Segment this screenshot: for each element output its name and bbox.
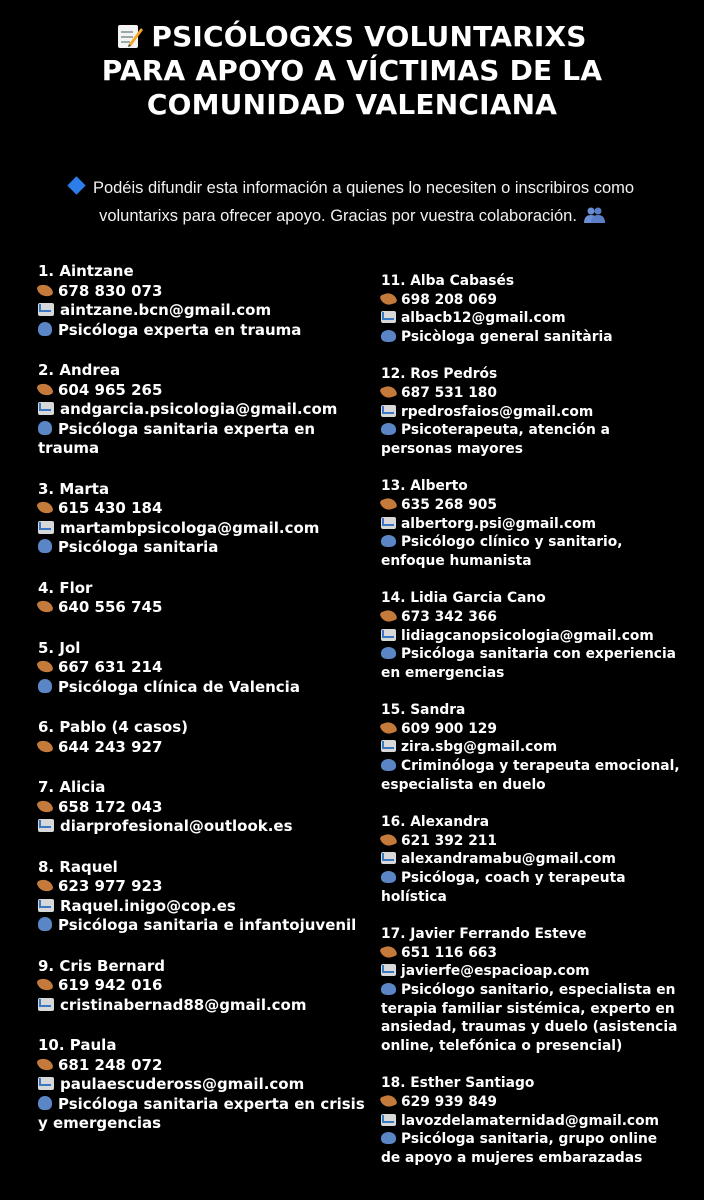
contact-description — [38, 538, 368, 558]
contact-email[interactable] — [381, 1112, 681, 1131]
email-address: cristinabernad88@gmail.com — [60, 995, 307, 1014]
contact-name: 12. Ros Pedrós — [381, 366, 498, 383]
phone-number: 678 830 073 — [58, 281, 163, 300]
email-address: javierfe@espacioap.com — [401, 963, 590, 980]
phone-icon — [36, 737, 54, 754]
description-text: Psicólogo sanitario, especialista en terapia familiar sistémica, experto en ansiedad, traumas y duelo (asistencia online, telefónica o presencial) — [381, 982, 678, 1054]
email-address: lavozdelamaternidad@gmail.com — [401, 1112, 659, 1129]
description-text: Psicoterapeuta, atención a personas mayores — [381, 422, 610, 457]
email-icon — [38, 521, 54, 534]
title-line-1: PSICÓLOGXS VOLUNTARIXS — [0, 20, 704, 54]
phone-icon — [36, 281, 54, 298]
description-text: Psicóloga sanitaria con experiencia en emergencias — [381, 646, 676, 681]
contact-email[interactable] — [381, 515, 681, 534]
email-icon — [381, 1114, 396, 1126]
email-address: albacb12@gmail.com — [401, 310, 566, 327]
email-icon — [381, 740, 396, 752]
blue-diamond-icon — [67, 176, 85, 194]
description-text: Criminóloga y terapeuta emocional, especialista en duelo — [381, 758, 680, 793]
phone-icon — [36, 1055, 54, 1072]
phone-icon — [36, 499, 54, 516]
contact-entry — [381, 589, 681, 682]
description-text: Psicóloga clínica de Valencia — [58, 677, 300, 696]
phone-icon — [36, 598, 54, 615]
phone-number: 619 942 016 — [58, 976, 163, 994]
contact-name: 18. Esther Santiago — [381, 1075, 535, 1092]
phone-icon — [36, 797, 54, 814]
speaking-head-icon — [38, 917, 52, 931]
contact-email[interactable] — [381, 403, 681, 422]
contact-email[interactable] — [38, 1075, 368, 1095]
phone-number: 667 631 214 — [58, 658, 163, 676]
contact-email[interactable] — [381, 962, 681, 981]
contact-phone[interactable] — [381, 832, 681, 851]
contact-phone[interactable] — [381, 1093, 681, 1112]
contact-entry — [38, 858, 368, 936]
contact-description — [381, 1130, 681, 1167]
contact-entry — [38, 957, 368, 1016]
contact-entry — [38, 480, 368, 558]
speaking-head-icon — [381, 535, 396, 547]
phone-number: 644 243 927 — [58, 737, 163, 756]
contact-entry — [38, 262, 368, 340]
phone-number: 681 248 072 — [58, 1055, 163, 1074]
email-icon — [381, 405, 396, 417]
description-text: Psicòloga general sanitària — [401, 328, 613, 345]
phone-icon — [36, 877, 54, 894]
phone-icon — [36, 658, 54, 675]
contact-phone[interactable] — [381, 291, 681, 310]
intro-text — [60, 174, 644, 230]
contact-entry — [381, 365, 681, 458]
email-address: diarprofesional@outlook.es — [60, 817, 293, 835]
phone-icon — [379, 496, 397, 512]
contact-entry — [38, 579, 368, 618]
contact-description — [381, 757, 681, 794]
phone-number: 635 268 905 — [401, 496, 498, 513]
contact-entry — [381, 925, 681, 1055]
phone-icon — [379, 720, 397, 736]
email-address: zira.sbg@gmail.com — [401, 739, 558, 756]
contact-entry — [38, 361, 368, 459]
contact-name: 10. Paula — [38, 1036, 117, 1054]
phone-icon — [379, 384, 397, 400]
contact-entry — [38, 718, 368, 757]
phone-icon — [379, 608, 397, 624]
phone-number: 658 172 043 — [58, 797, 163, 816]
contact-email[interactable] — [381, 627, 681, 646]
phone-number: 609 900 129 — [401, 720, 498, 737]
contact-name: 8. Raquel — [38, 857, 118, 876]
contact-email[interactable] — [381, 309, 681, 328]
memo-icon — [117, 22, 143, 50]
phone-number: 698 208 069 — [401, 291, 498, 308]
contact-description — [381, 421, 681, 458]
phone-icon — [379, 1093, 397, 1109]
email-icon — [381, 517, 396, 529]
email-address: albertorg.psi@gmail.com — [401, 515, 596, 532]
contact-description — [38, 916, 368, 936]
contact-email[interactable] — [38, 301, 368, 321]
contact-name: 9. Cris Bernard — [38, 956, 165, 975]
phone-number: 640 556 745 — [58, 598, 163, 616]
contact-email[interactable] — [38, 400, 368, 420]
contact-email[interactable] — [38, 817, 368, 837]
description-text: Psicóloga experta en trauma — [58, 320, 302, 339]
contact-name: 2. Andrea — [38, 361, 121, 379]
contact-phone[interactable] — [38, 798, 368, 818]
contact-description — [381, 533, 681, 570]
speaking-head-icon — [381, 647, 396, 659]
contact-email[interactable] — [38, 996, 368, 1016]
contact-name: 16. Alexandra — [381, 814, 490, 831]
contact-name: 14. Lidia Garcia Cano — [381, 590, 546, 607]
phone-number: 615 430 184 — [58, 499, 163, 517]
contact-name: 11. Alba Cabasés — [381, 273, 515, 289]
speaking-head-icon — [381, 423, 396, 435]
contact-phone[interactable] — [38, 598, 368, 618]
phone-icon — [379, 832, 397, 848]
email-address: martambpsicologa@gmail.com — [60, 518, 320, 537]
phone-number: 604 965 265 — [58, 380, 163, 399]
speaking-head-icon — [38, 539, 52, 553]
contact-entry — [381, 272, 681, 346]
email-icon — [38, 402, 54, 415]
speaking-head-icon — [381, 983, 396, 995]
phone-number: 687 531 180 — [401, 384, 498, 401]
contact-email[interactable] — [381, 850, 681, 869]
contact-name: 6. Pablo (4 casos) — [38, 718, 189, 736]
contact-entry — [38, 778, 368, 837]
email-icon — [38, 998, 54, 1011]
contact-email[interactable] — [38, 519, 368, 539]
contacts-column-left — [38, 262, 368, 1155]
email-icon — [38, 899, 54, 912]
contact-email[interactable] — [38, 897, 368, 917]
description-text: Psicóloga sanitaria, grupo online de apoyo a mujeres embarazadas — [381, 1131, 658, 1166]
email-address: aintzane.bcn@gmail.com — [60, 301, 272, 319]
description-text: Psicóloga sanitaria e infantojuvenil — [58, 916, 357, 934]
intro-line-1: Podéis difundir esta información a quienes lo necesiten o inscribiros como — [60, 174, 644, 202]
phone-icon — [36, 380, 54, 397]
contact-phone[interactable] — [38, 381, 368, 401]
contact-entry — [381, 813, 681, 906]
page-title — [0, 20, 704, 122]
contact-name: 5. Jol — [38, 638, 81, 657]
speaking-head-icon — [381, 871, 396, 883]
speaking-head-icon — [381, 759, 396, 771]
contact-entry — [381, 477, 681, 570]
contact-entry — [38, 1036, 368, 1134]
contact-description — [381, 645, 681, 682]
title-line-3: COMUNIDAD VALENCIANA — [146, 88, 558, 121]
contact-phone[interactable] — [381, 944, 681, 963]
contact-phone[interactable] — [381, 496, 681, 515]
contact-phone[interactable] — [38, 1056, 368, 1076]
speaking-head-icon — [381, 330, 396, 342]
contact-name: 4. Flor — [38, 578, 93, 597]
contact-name: 3. Marta — [38, 479, 110, 498]
contact-description — [38, 321, 368, 341]
email-address: andgarcia.psicologia@gmail.com — [60, 400, 338, 418]
contact-phone[interactable] — [38, 499, 368, 519]
speaking-head-icon — [38, 421, 52, 435]
email-icon — [381, 964, 396, 976]
description-text: Psicóloga sanitaria — [58, 538, 219, 556]
contact-phone[interactable] — [381, 720, 681, 739]
phone-number: 673 342 366 — [401, 608, 498, 625]
contact-phone[interactable] — [38, 658, 368, 678]
email-address: alexandramabu@gmail.com — [401, 851, 616, 868]
contact-phone[interactable] — [38, 282, 368, 302]
email-address: paulaescudeross@gmail.com — [60, 1075, 305, 1093]
phone-icon — [379, 944, 397, 960]
speaking-head-icon — [38, 1096, 52, 1110]
email-icon — [381, 311, 396, 323]
speaking-head-icon — [38, 679, 52, 693]
email-icon — [38, 303, 54, 316]
email-icon — [381, 629, 396, 641]
contact-phone[interactable] — [38, 877, 368, 897]
intro-line-2: voluntarixs para ofrecer apoyo. Gracias por vuestra colaboración. — [60, 202, 644, 230]
contacts-column-right — [381, 272, 681, 1186]
contact-email[interactable] — [381, 738, 681, 757]
email-icon — [38, 1077, 54, 1090]
title-line-2: PARA APOYO A VÍCTIMAS DE LA — [101, 54, 603, 87]
contact-entry — [38, 639, 368, 698]
description-text: Psicólogo clínico y sanitario, enfoque humanista — [381, 534, 623, 569]
contact-name: 15. Sandra — [381, 702, 466, 719]
contact-description — [38, 420, 368, 459]
email-icon — [381, 852, 396, 864]
contact-phone[interactable] — [381, 384, 681, 403]
people-icon — [583, 207, 605, 223]
contact-phone[interactable] — [38, 976, 368, 996]
email-address: Raquel.inigo@cop.es — [60, 896, 236, 915]
email-address: rpedrosfaios@gmail.com — [401, 403, 594, 420]
description-text: Psicóloga sanitaria experta en trauma — [38, 419, 316, 457]
contact-description — [38, 678, 368, 698]
phone-number: 629 939 849 — [401, 1093, 498, 1110]
email-address: lidiagcanopsicologia@gmail.com — [401, 627, 654, 644]
contact-description — [38, 1095, 368, 1134]
contact-entry — [381, 701, 681, 794]
contact-description — [381, 328, 681, 347]
contact-description — [381, 981, 681, 1055]
contact-name: 13. Alberto — [381, 478, 468, 495]
contact-name: 17. Javier Ferrando Esteve — [381, 926, 587, 943]
contact-name: 7. Alicia — [38, 778, 106, 796]
speaking-head-icon — [381, 1132, 396, 1144]
contact-entry — [381, 1074, 681, 1167]
contact-name: 1. Aintzane — [38, 262, 134, 280]
contact-phone[interactable] — [38, 738, 368, 758]
phone-number: 621 392 211 — [401, 832, 498, 849]
phone-icon — [379, 290, 397, 306]
phone-number: 623 977 923 — [58, 877, 163, 895]
phone-number: 651 116 663 — [401, 944, 498, 961]
speaking-head-icon — [38, 322, 52, 336]
description-text: Psicóloga sanitaria experta en crisis y emergencias — [38, 1094, 365, 1132]
contact-phone[interactable] — [381, 608, 681, 627]
phone-icon — [36, 976, 54, 993]
contact-description — [381, 869, 681, 906]
description-text: Psicóloga, coach y terapeuta holística — [381, 870, 626, 905]
email-icon — [38, 819, 54, 832]
